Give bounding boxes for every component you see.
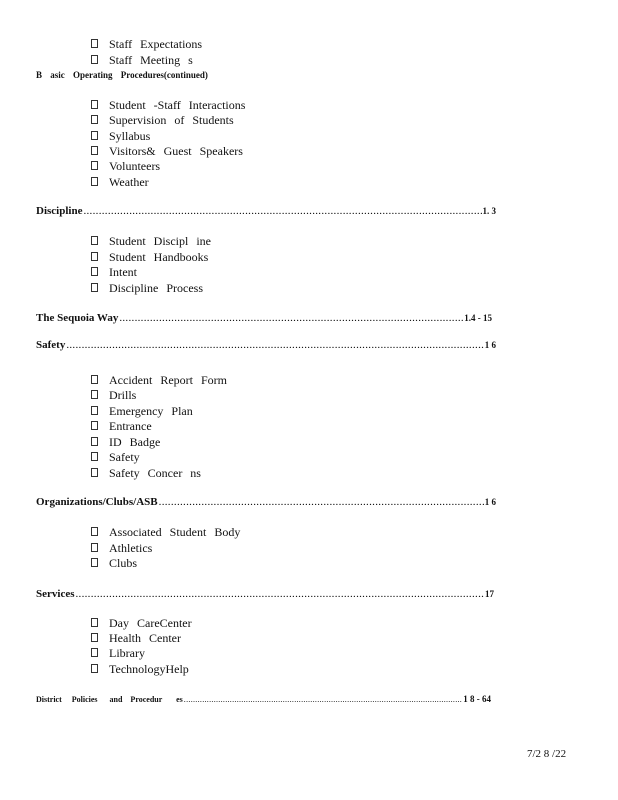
toc-page: 1. 3 bbox=[482, 206, 496, 216]
toc-entry-sequoia-way[interactable] bbox=[36, 311, 492, 325]
list-item-label: Library bbox=[109, 646, 145, 660]
list-item-label: Accident Report Form bbox=[109, 373, 227, 387]
footer-date: 7/2 8 /22 bbox=[527, 748, 567, 760]
toc-entry-organizations[interactable] bbox=[36, 495, 496, 509]
checkbox-icon bbox=[91, 618, 98, 627]
list-item bbox=[91, 616, 192, 630]
list-item-label: Emergency Plan bbox=[109, 404, 193, 418]
checkbox-icon bbox=[91, 39, 98, 48]
checkbox-icon bbox=[91, 146, 98, 155]
list-item-label: Supervision of Students bbox=[109, 113, 234, 127]
list-item bbox=[91, 250, 208, 264]
list-item-label: Athletics bbox=[109, 541, 153, 555]
list-item bbox=[91, 631, 181, 645]
toc-entry-discipline[interactable] bbox=[36, 204, 496, 218]
checkbox-icon bbox=[91, 406, 98, 415]
list-item bbox=[91, 234, 211, 248]
list-item-label: Health Center bbox=[109, 631, 181, 645]
list-item bbox=[91, 419, 152, 433]
list-item-label: Associated Student Body bbox=[109, 525, 241, 539]
list-item bbox=[91, 37, 202, 51]
checkbox-icon bbox=[91, 100, 98, 109]
checkbox-icon bbox=[91, 558, 98, 567]
list-item bbox=[91, 113, 234, 127]
list-item-label: Syllabus bbox=[109, 129, 151, 143]
toc-title: Organizations/Clubs/ASB bbox=[36, 496, 158, 508]
list-item-label: Discipline Process bbox=[109, 281, 203, 295]
list-item bbox=[91, 435, 160, 449]
section-subheading: B asic Operating Procedures(continued) bbox=[36, 70, 208, 80]
checkbox-icon bbox=[91, 252, 98, 261]
list-item-label: Volunteers bbox=[109, 159, 161, 173]
list-item-label: Student -Staff Interactions bbox=[109, 98, 246, 112]
checkbox-icon bbox=[91, 283, 98, 292]
list-item-label: Staff Meeting s bbox=[109, 53, 193, 67]
list-item bbox=[91, 450, 140, 464]
list-item bbox=[91, 144, 243, 158]
toc-leader bbox=[159, 495, 484, 509]
toc-title: The Sequoia Way bbox=[36, 312, 119, 324]
list-item-label: TechnologyHelp bbox=[109, 662, 189, 676]
toc-page: 1 8 - 64 bbox=[463, 694, 491, 704]
checkbox-icon bbox=[91, 648, 98, 657]
checkbox-icon bbox=[91, 177, 98, 186]
list-item-label: Drills bbox=[109, 388, 137, 402]
list-item bbox=[91, 265, 137, 279]
list-item-label: Safety bbox=[109, 450, 140, 464]
toc-page: 1 6 bbox=[484, 497, 496, 507]
list-item-label: Visitors& Guest Speakers bbox=[109, 144, 243, 158]
list-item bbox=[91, 466, 201, 480]
toc-title: Safety bbox=[36, 339, 66, 351]
list-item bbox=[91, 129, 150, 143]
checkbox-icon bbox=[91, 437, 98, 446]
list-item-label: ID Badge bbox=[109, 435, 161, 449]
toc-entry-services[interactable] bbox=[36, 587, 494, 601]
toc-leader bbox=[75, 587, 484, 601]
checkbox-icon bbox=[91, 55, 98, 64]
list-item bbox=[91, 281, 203, 295]
list-item-label: Student Handbooks bbox=[109, 250, 209, 264]
checkbox-icon bbox=[91, 267, 98, 276]
checkbox-icon bbox=[91, 664, 98, 673]
toc-page: 17 bbox=[485, 589, 494, 599]
list-item bbox=[91, 662, 189, 676]
checkbox-icon bbox=[91, 452, 98, 461]
list-item bbox=[91, 98, 245, 112]
toc-title: District Policies and Procedur es bbox=[36, 695, 183, 704]
checkbox-icon bbox=[91, 131, 98, 140]
list-item bbox=[91, 541, 152, 555]
list-item bbox=[91, 159, 160, 173]
list-item bbox=[91, 404, 193, 418]
list-item-label: Day CareCenter bbox=[109, 616, 192, 630]
list-item-label: Intent bbox=[109, 265, 137, 279]
list-item-label: Staff Expectations bbox=[109, 37, 203, 51]
checkbox-icon bbox=[91, 236, 98, 245]
list-item bbox=[91, 556, 137, 570]
checkbox-icon bbox=[91, 527, 98, 536]
list-item-label: Weather bbox=[109, 175, 149, 189]
checkbox-icon bbox=[91, 115, 98, 124]
list-item-label: Safety Concer ns bbox=[109, 466, 201, 480]
checkbox-icon bbox=[91, 421, 98, 430]
toc-title: Discipline bbox=[36, 205, 83, 217]
checkbox-icon bbox=[91, 468, 98, 477]
toc-entry-safety[interactable] bbox=[36, 338, 496, 352]
list-item-label: Entrance bbox=[109, 419, 152, 433]
toc-leader bbox=[184, 693, 462, 707]
list-item-label: Clubs bbox=[109, 556, 138, 570]
list-item-label: Student Discipl ine bbox=[109, 234, 211, 248]
checkbox-icon bbox=[91, 161, 98, 170]
checkbox-icon bbox=[91, 375, 98, 384]
list-item bbox=[91, 175, 149, 189]
checkbox-icon bbox=[91, 543, 98, 552]
list-item bbox=[91, 373, 227, 387]
list-item bbox=[91, 646, 145, 660]
toc-leader bbox=[83, 204, 481, 218]
toc-title: Services bbox=[36, 588, 75, 600]
list-item bbox=[91, 53, 193, 67]
list-item bbox=[91, 525, 240, 539]
checkbox-icon bbox=[91, 633, 98, 642]
list-item bbox=[91, 388, 136, 402]
checkbox-icon bbox=[91, 390, 98, 399]
toc-page: 1 6 bbox=[484, 340, 496, 350]
toc-leader bbox=[119, 311, 463, 325]
toc-page: 1.4 - 15 bbox=[464, 313, 492, 323]
toc-leader bbox=[66, 338, 483, 352]
toc-entry-district-policies[interactable] bbox=[36, 692, 491, 706]
